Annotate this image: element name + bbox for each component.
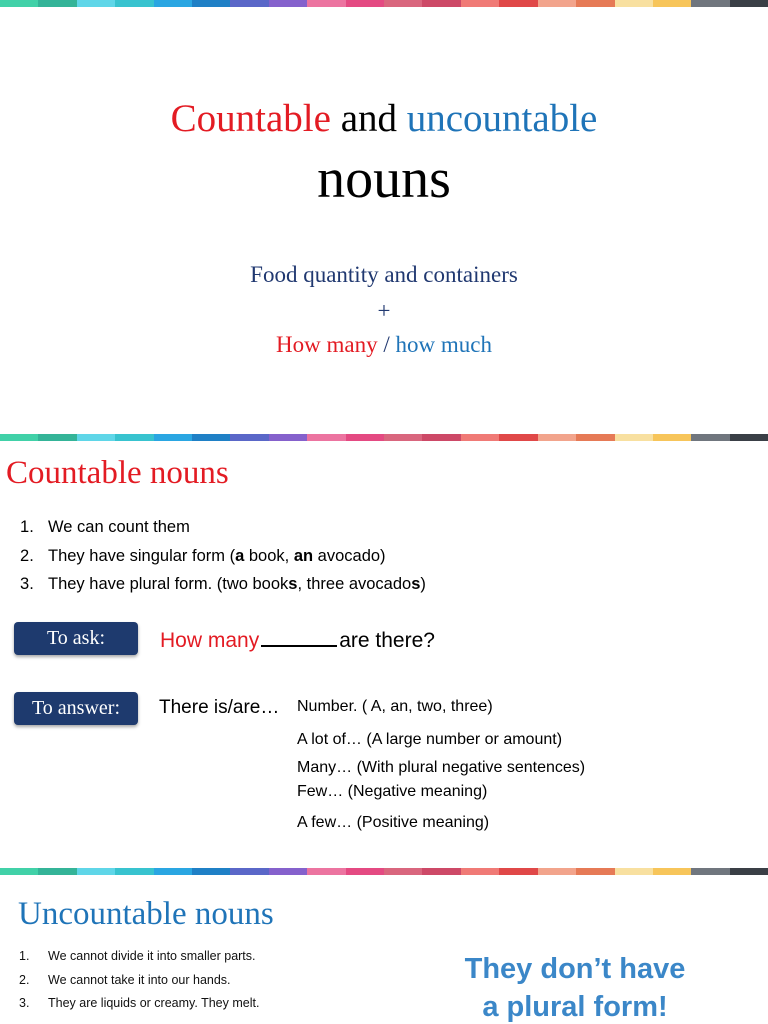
stripe-segment: [422, 868, 460, 875]
countable-heading: Countable nouns: [6, 455, 229, 491]
list-item: They are liquids or creamy. They melt.: [48, 996, 260, 1010]
stripe-segment: [230, 868, 268, 875]
stripe-segment: [192, 0, 230, 7]
answer-item: A few… (Positive meaning): [297, 814, 490, 831]
subtitle-food-quantity: Food quantity and containers: [250, 262, 518, 287]
stripe-segment: [691, 434, 729, 441]
callout-line-1: They don’t have: [464, 953, 686, 985]
stripe-segment: [154, 0, 192, 7]
title-uncountable: uncountable: [406, 97, 598, 140]
stripe-segment: [115, 868, 153, 875]
stripe-segment: [269, 868, 307, 875]
to-ask-label-box: To ask:: [14, 622, 138, 655]
stripe-segment: [115, 434, 153, 441]
stripe-segment: [269, 434, 307, 441]
list-item: We cannot take it into our hands.: [48, 972, 231, 987]
stripe-segment: [38, 434, 76, 441]
title-and: and: [340, 97, 397, 140]
stripe-segment: [653, 434, 691, 441]
stripe-segment: [0, 434, 38, 441]
subtitle-plus: +: [377, 298, 391, 323]
stripe-segment: [615, 0, 653, 7]
stripe-segment: [499, 868, 537, 875]
stripe-segment: [538, 434, 576, 441]
list-item: We can count them: [48, 518, 190, 536]
stripe-segment: [192, 868, 230, 875]
decorative-stripe-divider-1: [0, 434, 768, 441]
stripe-segment: [307, 434, 345, 441]
stripe-segment: [384, 434, 422, 441]
answer-item: Many… (With plural negative sentences): [297, 759, 586, 776]
stripe-segment: [576, 0, 614, 7]
stripe-segment: [730, 868, 768, 875]
stripe-segment: [730, 434, 768, 441]
stripe-segment: [576, 868, 614, 875]
decorative-stripe-top: [0, 0, 768, 7]
stripe-segment: [730, 0, 768, 7]
title-countable: Countable: [170, 97, 331, 140]
uncountable-heading: Uncountable nouns: [18, 896, 274, 932]
list-item: We cannot divide it into smaller parts.: [48, 949, 256, 963]
stripe-segment: [615, 434, 653, 441]
subtitle-how-many-how-much: [0, 331, 768, 359]
subtitle-how-much: how much: [395, 332, 492, 357]
title-line-1: [0, 97, 768, 141]
plural-form-callout: [430, 950, 720, 1024]
stripe-segment: [154, 868, 192, 875]
stripe-segment: [422, 0, 460, 7]
stripe-segment: [346, 0, 384, 7]
answer-item: Few… (Negative meaning): [297, 783, 488, 800]
stripe-segment: [691, 868, 729, 875]
answer-item: Number. ( A, an, two, three): [297, 698, 493, 715]
stripe-segment: [538, 868, 576, 875]
to-answer-label-box: To answer:: [14, 692, 138, 725]
stripe-segment: [154, 434, 192, 441]
stripe-segment: [0, 868, 38, 875]
stripe-segment: [307, 868, 345, 875]
stripe-segment: [538, 0, 576, 7]
stripe-segment: [38, 868, 76, 875]
stripe-segment: [38, 0, 76, 7]
stripe-segment: [499, 0, 537, 7]
stripe-segment: [653, 868, 691, 875]
stripe-segment: [461, 434, 499, 441]
stripe-segment: [499, 434, 537, 441]
stripe-segment: [346, 868, 384, 875]
stripe-segment: [307, 0, 345, 7]
subtitle-slash: /: [383, 332, 390, 357]
stripe-segment: [576, 434, 614, 441]
stripe-segment: [461, 868, 499, 875]
title-line-2: nouns: [317, 148, 451, 210]
uncountable-rules-list: [0, 945, 259, 1016]
stripe-segment: [269, 0, 307, 7]
stripe-segment: [192, 434, 230, 441]
question-red: How many: [160, 629, 260, 652]
stripe-segment: [384, 0, 422, 7]
question-blank: [261, 627, 337, 647]
stripe-segment: [77, 0, 115, 7]
stripe-segment: [615, 868, 653, 875]
callout-line-2: a plural form!: [482, 991, 668, 1023]
slide-title: [0, 7, 768, 433]
list-item: They have plural form. (two books, three avocados): [48, 575, 426, 593]
stripe-segment: [230, 0, 268, 7]
question-how-many: [160, 627, 435, 655]
slide-countable-nouns: [0, 441, 768, 867]
slide-uncountable-nouns: [0, 875, 768, 1024]
stripe-segment: [461, 0, 499, 7]
stripe-segment: [77, 434, 115, 441]
stripe-segment: [0, 0, 38, 7]
countable-rules-list: [0, 513, 426, 599]
stripe-segment: [653, 0, 691, 7]
stripe-segment: [346, 434, 384, 441]
stripe-segment: [691, 0, 729, 7]
stripe-segment: [115, 0, 153, 7]
question-rest: are there?: [339, 629, 435, 652]
answer-item: A lot of… (A large number or amount): [297, 731, 563, 748]
decorative-stripe-divider-2: [0, 868, 768, 875]
subtitle-how-many: How many: [276, 332, 378, 357]
stripe-segment: [384, 868, 422, 875]
stripe-segment: [422, 434, 460, 441]
stripe-segment: [230, 434, 268, 441]
list-item: They have singular form (a book, an avocado): [48, 546, 386, 565]
stripe-segment: [77, 868, 115, 875]
answer-lead: There is/are…: [159, 697, 280, 718]
